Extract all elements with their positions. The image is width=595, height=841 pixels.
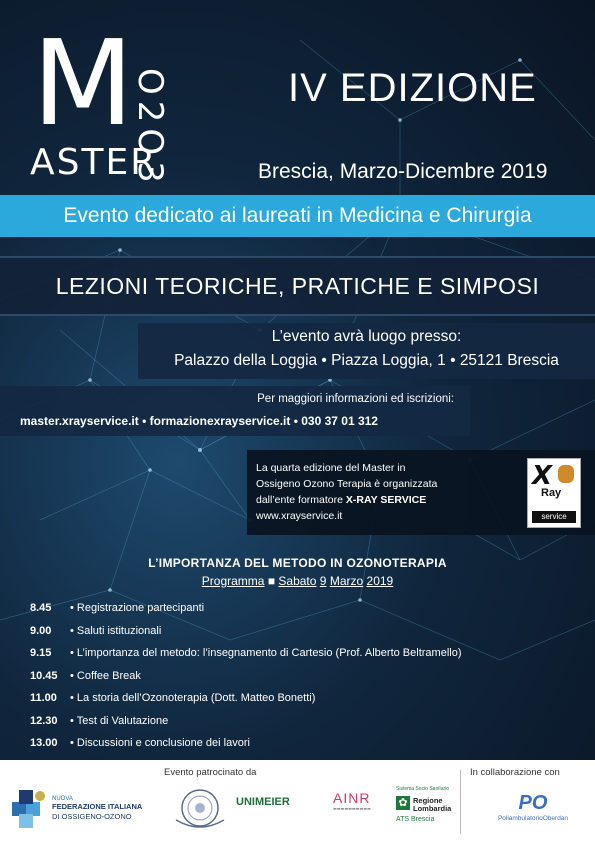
schedule-desc: • Saluti istituzionali: [70, 624, 162, 637]
footer-divider: [460, 770, 461, 834]
xray-logo-x: X: [532, 461, 553, 491]
schedule-desc: • Registrazione partecipanti: [70, 602, 205, 614]
venue-address: Palazzo della Loggia • Piazza Loggia, 1 • 25121 Brescia: [174, 352, 559, 369]
xray-logo-service: service: [532, 511, 576, 523]
sponsors-footer: [0, 760, 595, 841]
edition-title: IV EDIZIONE: [288, 66, 537, 110]
schedule-time: 12.30: [30, 714, 58, 727]
po-mark: PO: [518, 792, 548, 814]
ainr-text: AINR: [333, 790, 371, 806]
venue-box: [138, 323, 595, 379]
organizer-name: X-RAY SERVICE: [345, 494, 427, 506]
info-box: [0, 386, 470, 436]
lombardia-line-1: Regione: [413, 796, 443, 805]
ats-brescia: ATS Brescia: [396, 816, 435, 823]
master-o2o3-logo: [22, 14, 232, 189]
schedule-time: 9.15: [30, 647, 52, 659]
schedule-desc: • L’importanza del metodo: l’insegnamento di Cartesio (Prof. Alberto Beltramello): [70, 647, 462, 659]
program-year: 2019: [366, 574, 394, 588]
program-subtitle: [0, 574, 595, 588]
po-name: PoliambulatorioOberdan: [497, 815, 569, 822]
ainr-logo: [333, 790, 388, 830]
schedule-time: 9.00: [30, 624, 52, 637]
program-day: Sabato: [278, 574, 317, 588]
venue-intro: L’evento avrà luogo presso:: [271, 328, 462, 345]
target-audience-banner: [0, 195, 595, 237]
poliambulatorio-oberdan-logo: [478, 792, 588, 832]
fio-line-1: FEDERAZIONE ITALIANA: [52, 802, 143, 811]
schedule-time: 10.45: [30, 669, 58, 682]
schedule-time: 13.00: [30, 737, 58, 749]
organizer-line-2: Ossigeno Ozono Terapia è organizzata: [256, 478, 438, 490]
schedule-time: 8.45: [30, 602, 52, 614]
program-title: L’IMPORTANZA DEL METODO IN OZONOTERAPIA: [148, 556, 447, 570]
logo-letter-m: M: [32, 14, 132, 152]
banner-text: Evento dedicato ai laureati in: [63, 204, 334, 227]
unimeier-text: UNIMEIER: [236, 796, 290, 808]
fio-line-2: DI OSSIGENO-OZONO: [52, 812, 132, 821]
patronage-label: Evento patrocinato da: [164, 767, 257, 778]
logo-aster: ASTER: [30, 142, 158, 183]
program-label: Programma: [201, 574, 265, 588]
schedule-time: 11.00: [30, 692, 57, 704]
ainr-subtext-lines: ▬▬▬▬▬▬▬▬▬▬: [333, 806, 371, 811]
program-month: Marzo: [329, 574, 364, 588]
collaboration-label: In collaborazione con: [470, 767, 560, 778]
program-separator: ■: [267, 574, 276, 588]
banner-highlight: Medicina e Chirurgia: [339, 204, 532, 227]
lombardia-line-2: Lombardia: [413, 804, 452, 813]
xray-service-logo: [527, 458, 581, 528]
fio-nuova: NUOVA: [52, 796, 73, 802]
lombardia-rose-icon: ✿: [396, 796, 410, 810]
fio-logo: [10, 788, 143, 833]
unimeier-logo: [236, 796, 290, 808]
info-intro: Per maggiori informazioni ed iscrizioni:: [257, 393, 454, 405]
schedule-desc: • Coffee Break: [70, 669, 141, 682]
seal-logo: [170, 786, 230, 832]
fio-cube-icon: [10, 788, 50, 830]
organizer-box: [247, 450, 595, 535]
organizer-line-3: [256, 492, 437, 508]
program-date-num: 9: [319, 574, 327, 588]
lombardia-system-label: Sistema Socio Sanitario: [396, 786, 450, 792]
organizer-website[interactable]: www.xrayservice.it: [256, 510, 343, 522]
place-date: Brescia, Marzo-Dicembre 2019: [258, 160, 548, 183]
organizer-line-3-pre: dall’ente formatore: [256, 494, 346, 506]
schedule-desc: • La storia dell’Ozonoterapia (Dott. Matteo Bonetti): [70, 692, 316, 704]
regione-lombardia-logo: [396, 786, 458, 832]
organizer-line-1: La quarta edizione del Master in: [256, 462, 406, 474]
schedule-desc: • Discussioni e conclusione dei lavori: [70, 737, 250, 749]
schedule-desc: • Test di Valutazione: [70, 714, 169, 727]
xray-logo-ray: Ray: [541, 487, 562, 499]
lessons-banner: LEZIONI TEORICHE, PRATICHE E SIMPOSI: [0, 256, 595, 316]
info-contacts[interactable]: master.xrayservice.it • formazionexrayservice.it • 030 37 01 312: [20, 414, 378, 428]
logo-o2o3: O2O3: [130, 68, 170, 189]
organizer-text: [256, 460, 437, 524]
hand-icon: [558, 465, 574, 483]
